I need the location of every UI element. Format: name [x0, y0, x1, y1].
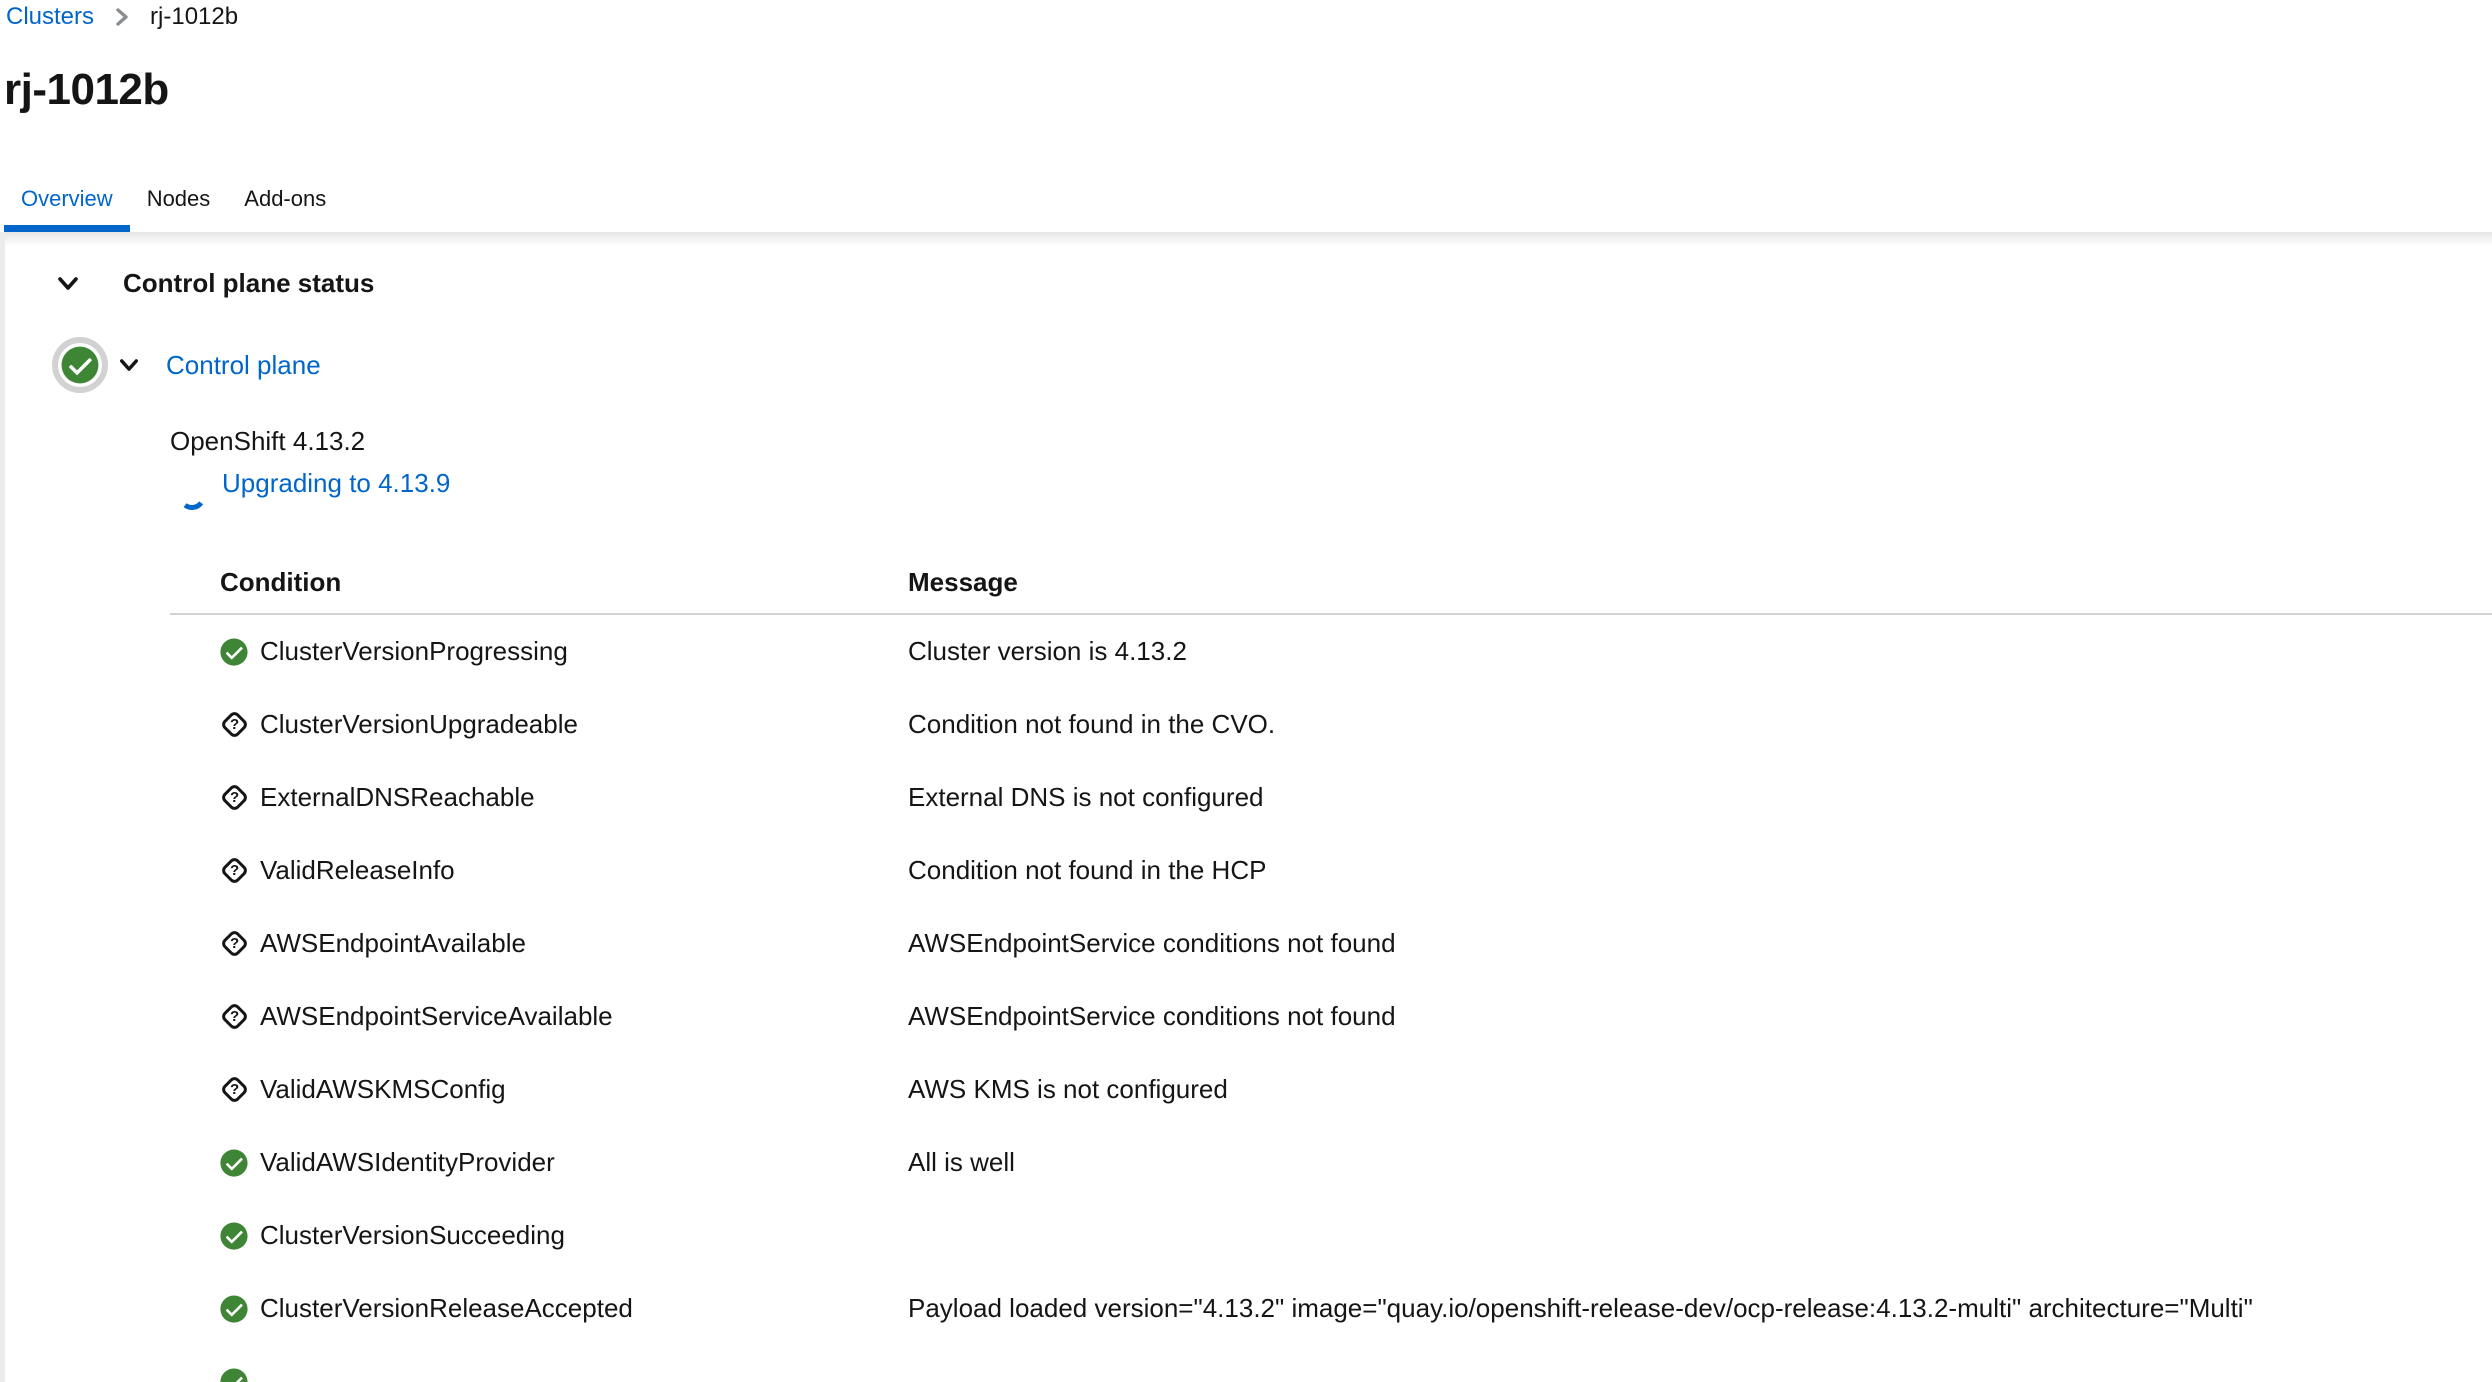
condition-cell [170, 709, 908, 740]
table-row [170, 1345, 2492, 1382]
condition-name: ValidAWSIdentityProvider [260, 1147, 555, 1177]
section-title: Control plane status [123, 268, 375, 298]
condition-name: ExternalDNSReachable [260, 782, 535, 812]
message-column-header: Message [908, 567, 1018, 597]
conditions-table-header [170, 552, 2492, 615]
condition-name: ClusterVersionReleaseAccepted [260, 1293, 633, 1323]
page-left-gutter [0, 232, 5, 1382]
unknown-question-icon: ? [220, 784, 248, 812]
table-row [170, 615, 2492, 688]
condition-cell [170, 1074, 908, 1105]
table-row [170, 1053, 2492, 1126]
table-row [170, 761, 2492, 834]
chevron-right-icon [114, 6, 130, 28]
unknown-question-icon: ? [220, 711, 248, 739]
table-row [170, 1272, 2492, 1345]
control-plane-status-section-header [57, 268, 374, 299]
message-cell: AWS KMS is not configured [908, 1074, 1228, 1104]
condition-cell [170, 782, 908, 813]
condition-name: AWSEndpointAvailable [260, 928, 526, 958]
condition-name: ValidAWSKMSConfig [260, 1074, 506, 1104]
tab-add-ons[interactable]: Add-ons [244, 186, 327, 211]
table-row [170, 834, 2492, 907]
unknown-question-icon: ? [220, 930, 248, 958]
unknown-question-icon: ? [220, 857, 248, 885]
table-row [170, 688, 2492, 761]
upgrading-link[interactable]: Upgrading to 4.13.9 [222, 468, 451, 498]
breadcrumb-link-clusters[interactable]: Clusters [6, 3, 95, 30]
tab-nodes[interactable]: Nodes [146, 186, 211, 211]
message-cell: Condition not found in the CVO. [908, 709, 1276, 739]
breadcrumb-current: rj-1012b [150, 3, 239, 30]
message-cell: Payload loaded version="4.13.2" image="quay.io/openshift-release-dev/ocp-release:4.13.2-multi" architecture="Multi" [908, 1293, 2253, 1323]
chevron-down-icon[interactable] [119, 358, 139, 373]
condition-cell [170, 928, 908, 959]
message-cell: AWSEndpointService conditions not found [908, 1001, 1396, 1031]
message-cell: AWSEndpointService conditions not found [908, 928, 1396, 958]
condition-cell [170, 1368, 908, 1382]
conditions-table [170, 552, 2492, 1382]
condition-cell [170, 1220, 908, 1251]
conditions-table-body [170, 615, 2492, 1382]
check-circle-icon [220, 1222, 248, 1250]
check-circle-icon [220, 1368, 248, 1382]
condition-name: ClusterVersionSucceeding [260, 1220, 565, 1250]
content-panel [0, 232, 2492, 1382]
message-cell: All is well [908, 1147, 1015, 1177]
condition-name: ValidReleaseInfo [260, 855, 455, 885]
tab-overview[interactable]: Overview [4, 170, 130, 232]
condition-cell [170, 855, 908, 886]
condition-cell [170, 1147, 908, 1178]
check-circle-icon [220, 638, 248, 666]
table-row [170, 1199, 2492, 1272]
spinner-icon [176, 480, 208, 512]
check-circle-icon [220, 1295, 248, 1323]
table-row [170, 907, 2492, 980]
breadcrumb [6, 0, 238, 34]
page-title: rj-1012b [4, 65, 169, 114]
unknown-question-icon: ? [220, 1076, 248, 1104]
message-cell: Cluster version is 4.13.2 [908, 636, 1187, 666]
condition-name: ClusterVersionProgressing [260, 636, 568, 666]
check-circle-icon [52, 337, 108, 393]
content-top-shadow [0, 232, 2492, 246]
control-plane-row [52, 337, 321, 393]
unknown-question-icon: ? [220, 1003, 248, 1031]
control-plane-link[interactable]: Control plane [166, 349, 321, 380]
condition-cell [170, 1001, 908, 1032]
message-cell: Condition not found in the HCP [908, 855, 1267, 885]
message-cell: External DNS is not configured [908, 782, 1264, 812]
control-plane-version: OpenShift 4.13.2 [170, 426, 366, 456]
table-row [170, 1126, 2492, 1199]
table-row [170, 980, 2492, 1053]
upgrading-row [178, 468, 450, 510]
condition-name: AWSEndpointServiceAvailable [260, 1001, 613, 1031]
condition-name: ClusterVersionUpgradeable [260, 709, 578, 739]
condition-cell [170, 1293, 908, 1324]
tab-bar [4, 170, 343, 232]
condition-column-header: Condition [220, 567, 342, 597]
check-circle-icon [220, 1149, 248, 1177]
chevron-down-icon[interactable] [57, 276, 79, 292]
condition-cell [170, 636, 908, 667]
